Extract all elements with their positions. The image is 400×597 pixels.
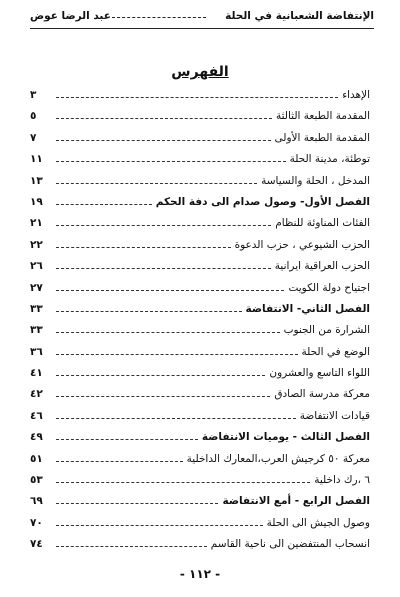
toc-entry-page: ٣ — [30, 89, 37, 101]
toc-entry-page: ٥٣ — [30, 474, 43, 487]
toc-dot-leader — [56, 183, 257, 184]
header-rule — [30, 28, 374, 29]
toc-dot-leader — [56, 546, 207, 547]
toc-dot-leader — [56, 118, 272, 119]
toc-dot-leader — [56, 247, 231, 248]
toc-entry-page: ٢٦ — [30, 260, 43, 273]
toc-entry — [30, 172, 370, 193]
toc-entry-page: ٦٩ — [30, 495, 43, 508]
toc-heading: الفهرس — [171, 64, 229, 80]
toc-entry-title: انسحاب المنتفضين الى ناحية القاسم — [210, 538, 370, 551]
toc-entry — [30, 535, 370, 556]
toc-entry-page: ٧٤ — [30, 538, 43, 551]
toc-entry — [30, 107, 370, 128]
toc-entry-title: الفئات المناوئة للنظام — [275, 217, 370, 230]
toc-entry-page: ٣٣ — [30, 324, 43, 337]
toc-entry — [30, 407, 370, 428]
toc-entry-title: اجتياح دولة الكويت — [288, 281, 370, 294]
toc-entry — [30, 471, 370, 492]
toc-entry — [30, 129, 370, 150]
toc-entry-title: الحزب العراقية ايرانية — [274, 260, 370, 273]
toc-entry-title: قيادات الانتفاضة — [299, 409, 370, 422]
toc-entry-page: ٣٦ — [30, 345, 43, 358]
toc-entry — [30, 514, 370, 535]
toc-entry-page: ٢٧ — [30, 281, 43, 294]
toc-entry-page: ٧٠ — [30, 516, 43, 529]
toc-entry-title: معركة ٥٠ كرجيش العرب،المعارك الداخلية — [186, 452, 370, 465]
toc-entry-page: ٣٣ — [30, 302, 43, 315]
header-author: عبد الرضا عوض — [30, 10, 111, 22]
toc-entry — [30, 428, 370, 449]
toc-entry-page: ١١ — [30, 153, 43, 166]
toc-entry-title: اللواء التاسع والعشرون — [269, 367, 370, 380]
toc-entry-page: ٤١ — [30, 367, 43, 380]
toc-dot-leader — [56, 418, 296, 419]
toc-entry-title: الحزب الشيوعي ، حزب الدعوة — [234, 238, 370, 251]
toc-dot-leader — [56, 97, 338, 98]
toc-dot-leader — [56, 461, 183, 462]
toc-dot-leader — [56, 354, 298, 355]
toc-dot-leader — [56, 332, 280, 333]
toc-entry-title: الفصل الثاني- الانتفاضة — [245, 302, 370, 315]
header-dash-line — [112, 17, 206, 18]
header-book-title: الإنتفاضة الشعبانية في الحلة — [225, 10, 374, 22]
toc-entry — [30, 193, 370, 214]
table-of-contents — [30, 86, 370, 557]
toc-entry-page: ٥١ — [30, 452, 43, 465]
toc-dot-leader — [56, 503, 218, 504]
running-header — [30, 10, 374, 26]
toc-entry-title: معركة مدرسة الصادق — [274, 388, 370, 401]
toc-entry — [30, 86, 370, 107]
toc-entry — [30, 385, 370, 406]
toc-dot-leader — [56, 204, 152, 205]
toc-entry — [30, 492, 370, 513]
toc-dot-leader — [56, 396, 270, 397]
toc-entry-page: ٢١ — [30, 217, 43, 230]
toc-dot-leader — [56, 439, 198, 440]
toc-entry-title: الشرارة من الجنوب — [283, 324, 370, 337]
toc-entry — [30, 343, 370, 364]
toc-dot-leader — [56, 375, 265, 376]
toc-dot-leader — [56, 225, 271, 226]
toc-entry-page: ١٩ — [30, 195, 43, 208]
toc-entry-title: المقدمة الطبعة الثالثة — [275, 110, 370, 123]
toc-entry-title: ٦ ،رك داخلية — [314, 474, 370, 487]
toc-entry-title: الفصل الأول- وصول صدام الى دفة الحكم — [155, 195, 370, 208]
toc-entry — [30, 364, 370, 385]
toc-entry — [30, 450, 370, 471]
toc-entry-title: وصول الجيش الى الحلة — [266, 516, 370, 529]
toc-entry — [30, 214, 370, 235]
toc-entry — [30, 279, 370, 300]
toc-entry-title: المدخل ، الحلة والسياسة — [261, 174, 370, 187]
toc-dot-leader — [56, 482, 310, 483]
toc-entry — [30, 236, 370, 257]
toc-entry — [30, 257, 370, 278]
toc-dot-leader — [56, 290, 284, 291]
toc-entry-page: ٤٢ — [30, 388, 43, 401]
toc-entry-page: ٧ — [30, 131, 37, 144]
toc-entry-page: ٥ — [30, 110, 37, 123]
toc-entry — [30, 321, 370, 342]
toc-entry-title: الفصل الثالث - يوميات الانتفاضة — [201, 431, 370, 444]
toc-entry-page: ٤٦ — [30, 409, 43, 422]
toc-dot-leader — [56, 525, 263, 526]
toc-dot-leader — [56, 268, 271, 269]
toc-entry-title: توطئة، مدينة الحلة — [289, 153, 370, 166]
toc-entry-title: المقدمة الطبعة الأولى — [274, 131, 370, 144]
toc-dot-leader — [56, 140, 271, 141]
toc-entry-page: ١٣ — [30, 174, 43, 187]
toc-entry — [30, 300, 370, 321]
toc-entry-page: ٤٩ — [30, 431, 43, 444]
page-number: - ١١٢ - — [179, 567, 221, 581]
toc-entry-title: الإهداء — [342, 89, 370, 101]
toc-dot-leader — [56, 161, 286, 162]
toc-entry — [30, 150, 370, 171]
toc-entry-title: الوضع في الحلة — [301, 345, 370, 358]
toc-dot-leader — [56, 311, 242, 312]
toc-entry-title: الفصل الرابع - أمع الانتفاضة — [222, 495, 370, 508]
toc-entry-page: ٢٢ — [30, 238, 43, 251]
